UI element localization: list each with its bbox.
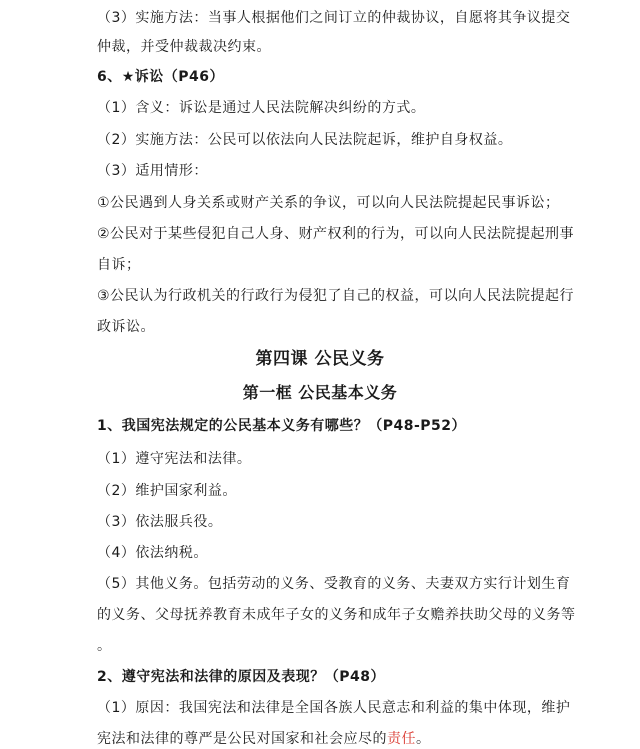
text-line: （1）遵守宪法和法律。 xyxy=(97,451,252,467)
text-line: （1）原因：我国宪法和法律是全国各族人民意志和利益的集中体现，维护 xyxy=(97,700,571,716)
text-line: （4）依法纳税。 xyxy=(97,545,208,561)
text-line xyxy=(97,729,431,749)
section-title: 第一框 公民基本义务 xyxy=(242,383,398,402)
text-line: （2）维护国家利益。 xyxy=(97,483,237,499)
text-line: 政诉讼。 xyxy=(97,319,155,335)
text-line: ①公民遇到人身关系或财产关系的争议，可以向人民法院提起民事诉讼； xyxy=(97,195,560,211)
question-heading: 1、我国宪法规定的公民基本义务有哪些？（P48-P52） xyxy=(97,418,467,434)
text-line: ②公民对于某些侵犯自己人身、财产权利的行为，可以向人民法院提起刑事 xyxy=(97,226,575,242)
text-line: （3）适用情形： xyxy=(97,163,208,179)
text-line: （5）其他义务。包括劳动的义务、受教育的义务、夫妻双方实行计划生育 xyxy=(97,576,571,592)
text-line: 。 xyxy=(97,638,112,654)
text-line: ③公民认为行政机关的行政行为侵犯了自己的权益，可以向人民法院提起行 xyxy=(97,288,575,304)
text-line: 仲裁，并受仲裁裁决约束。 xyxy=(97,39,271,55)
text-line: （3）实施方法：当事人根据他们之间订立的仲裁协议，自愿将其争议提交 xyxy=(97,10,571,26)
section-heading: 6、★诉讼（P46） xyxy=(97,69,225,85)
text-line: （3）依法服兵役。 xyxy=(97,514,223,530)
text-line-segment: 。 xyxy=(416,731,431,747)
text-line-segment: 宪法和法律的尊严是公民对国家和社会应尽的 xyxy=(97,731,387,747)
highlighted-word: 责任 xyxy=(387,731,416,747)
text-line: （1）含义：诉讼是通过人民法院解决纠纷的方式。 xyxy=(97,100,426,116)
text-line: 的义务、父母抚养教育未成年子女的义务和成年子女赡养扶助父母的义务等 xyxy=(97,607,576,623)
text-line: 自诉； xyxy=(97,257,141,273)
question-heading: 2、遵守宪法和法律的原因及表现？（P48） xyxy=(97,669,385,685)
chapter-title: 第四课 公民义务 xyxy=(255,349,385,369)
text-line: （2）实施方法：公民可以依法向人民法院起诉，维护自身权益。 xyxy=(97,132,513,148)
